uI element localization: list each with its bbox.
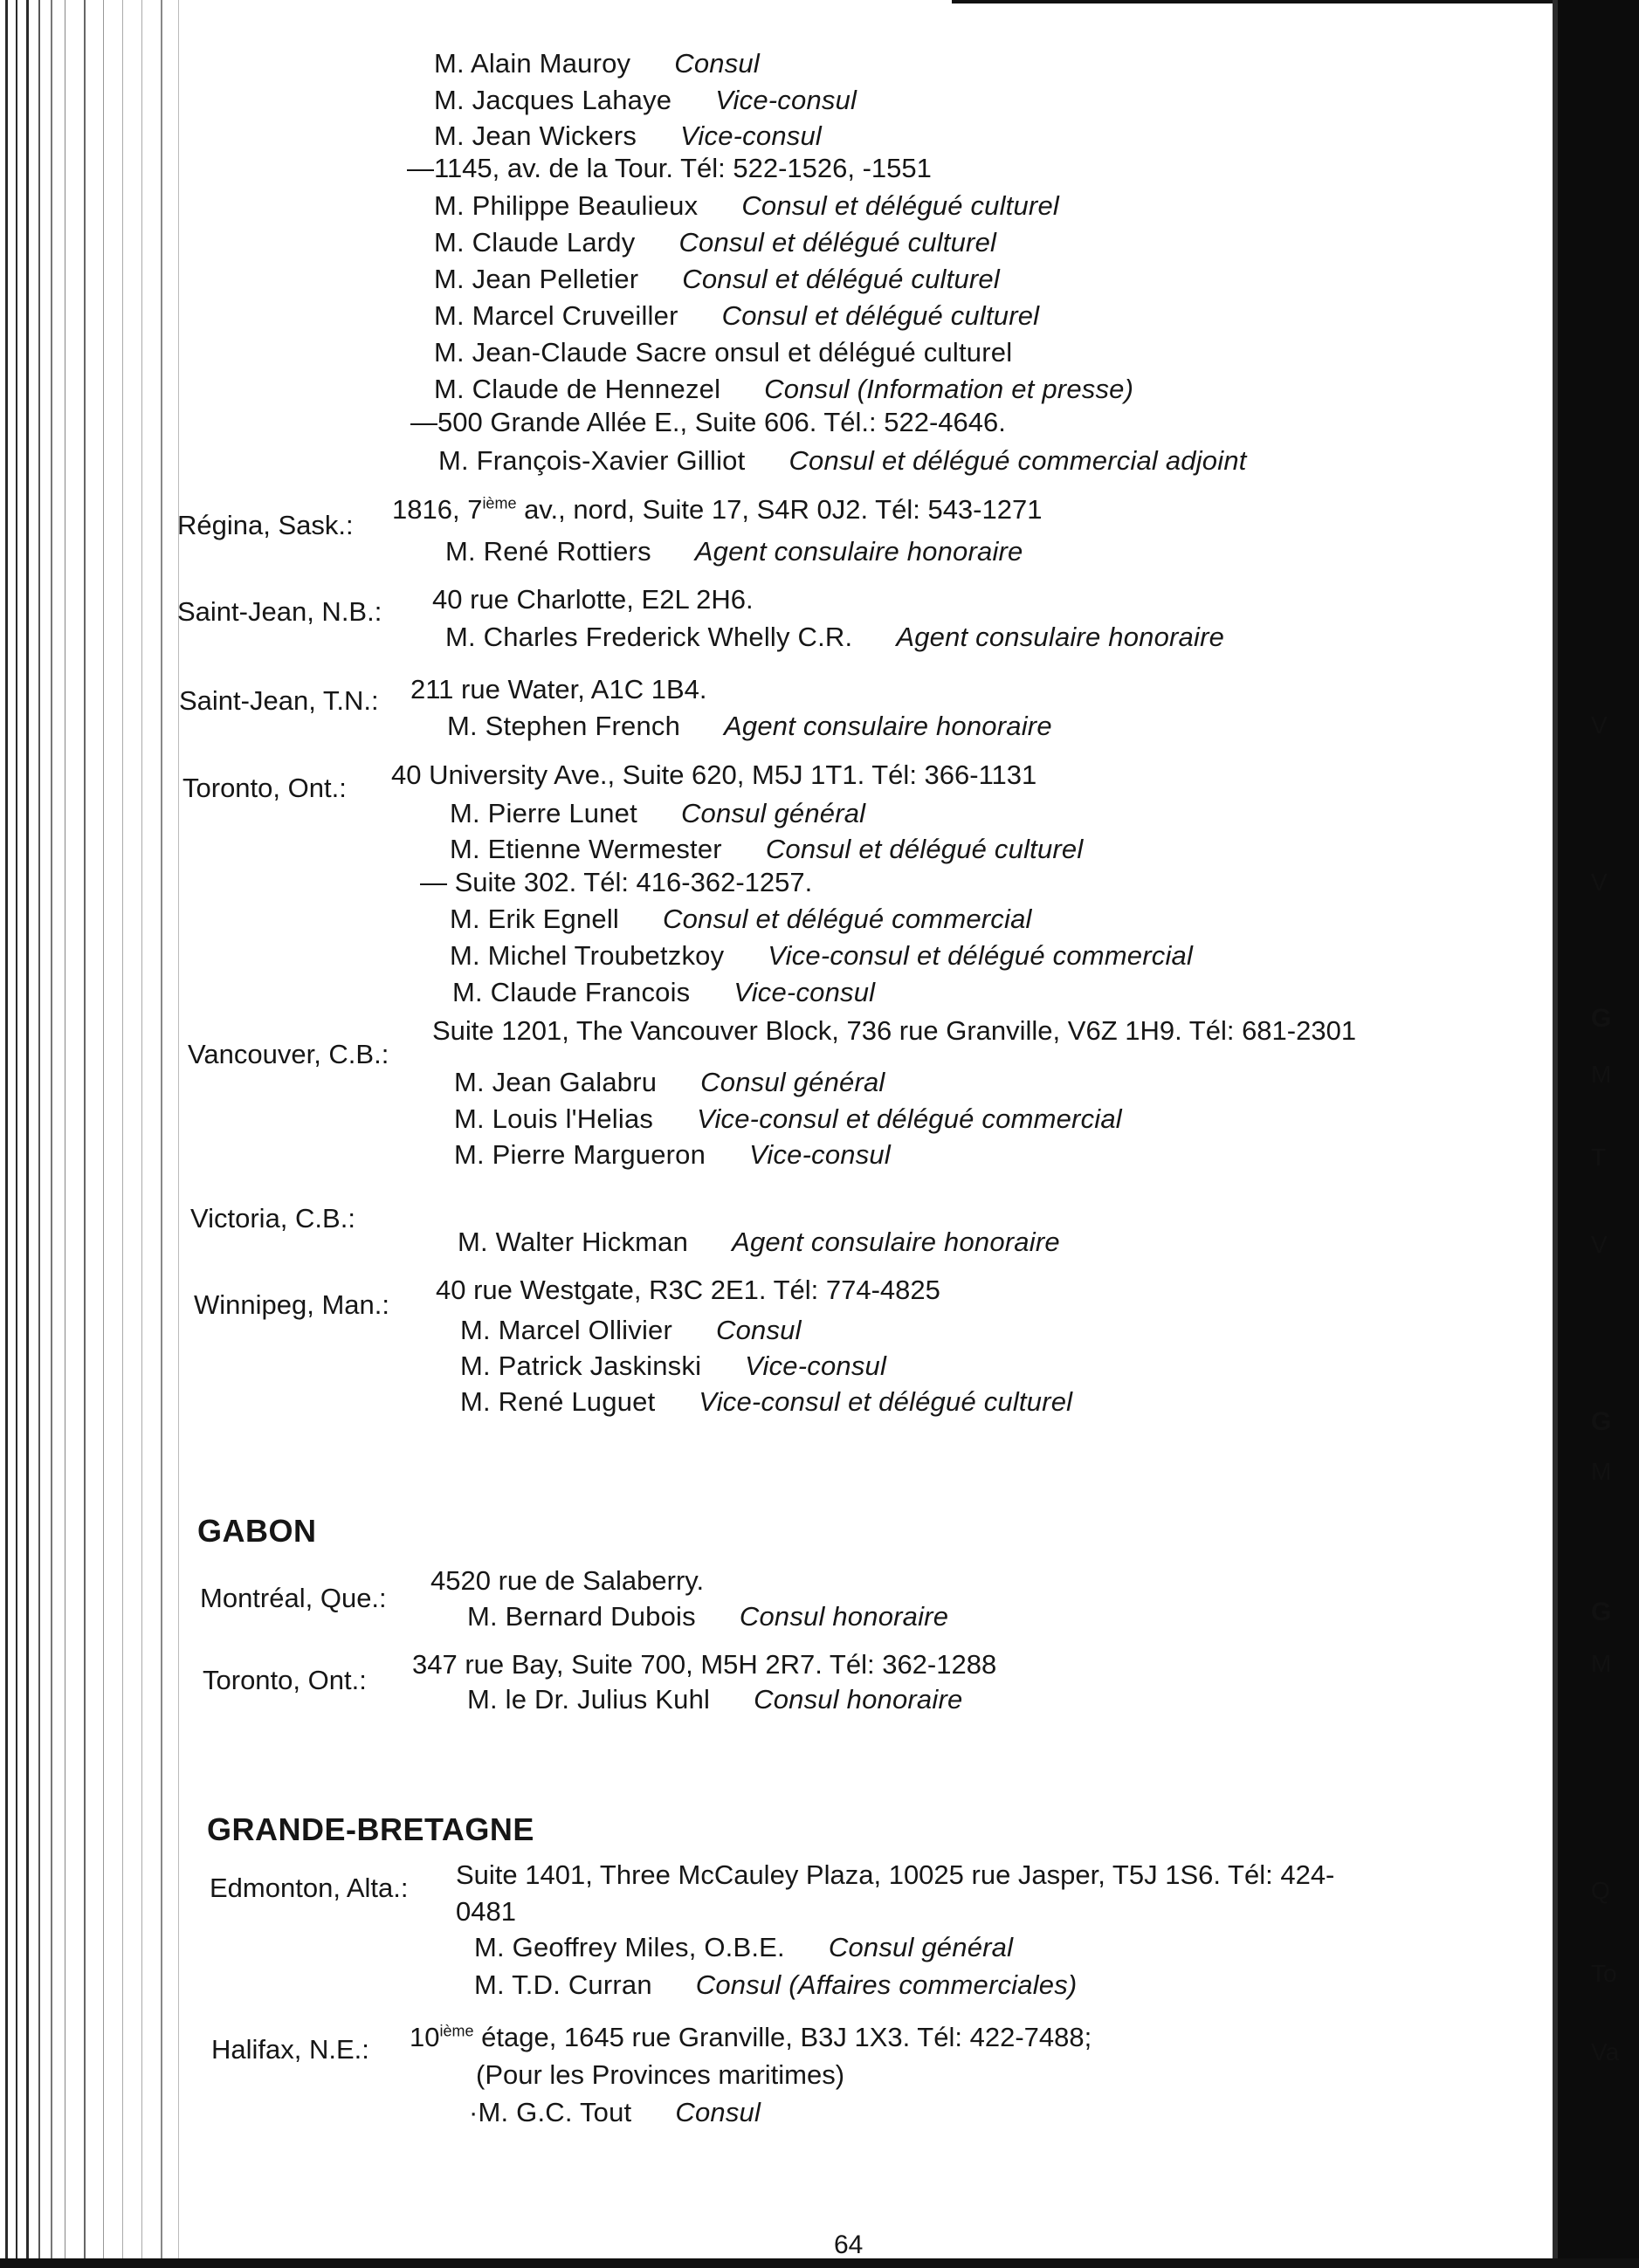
consul-entry — [438, 445, 1247, 477]
consul-entry — [454, 1067, 885, 1098]
city-label: Edmonton, Alta.: — [210, 1873, 409, 1903]
person-title: Consul et délégué commercial — [663, 904, 1032, 934]
adjacent-fragment: V — [1591, 869, 1608, 896]
city-label: Vancouver, C.B.: — [188, 1039, 389, 1069]
city-label: Toronto, Ont.: — [203, 1665, 367, 1695]
person-title: Vice-consul — [749, 1139, 891, 1170]
person-title: Consul général — [700, 1067, 885, 1097]
address-line: 1816, 7ième av., nord, Suite 17, S4R 0J2. Tél: 543-1271 — [392, 494, 1043, 525]
bottom-rule — [0, 2258, 1639, 2268]
person-name: M. Patrick Jaskinski — [460, 1350, 702, 1381]
person-name: M. Marcel Ollivier — [460, 1315, 673, 1345]
consul-entry — [434, 264, 1000, 295]
consul-entry — [450, 940, 1193, 972]
address-line: 211 rue Water, A1C 1B4. — [410, 674, 707, 704]
person-name: M. Erik Egnell — [450, 904, 620, 934]
person-name: M. Claude Francois — [452, 977, 691, 1007]
address-line: Suite 1201, The Vancouver Block, 736 rue Granville, V6Z 1H9. Tél: 681-2301 — [432, 1015, 1357, 1046]
address-line: 40 University Ave., Suite 620, M5J 1T1. Tél: 366-1131 — [391, 759, 1037, 790]
city-label: Winnipeg, Man.: — [194, 1289, 389, 1320]
person-name: M. René Luguet — [460, 1386, 656, 1417]
consul-entry — [454, 1139, 891, 1171]
consul-entry — [450, 834, 1083, 865]
person-name: M. Jean Galabru — [454, 1067, 658, 1097]
person-name: M. Claude Lardy — [434, 227, 636, 258]
adjacent-fragment: G — [1591, 1004, 1612, 1033]
person-name: M. Jean Pelletier — [434, 264, 639, 294]
adjacent-fragment: G — [1591, 1407, 1612, 1436]
person-title: Consul — [716, 1315, 802, 1345]
city-label: Victoria, C.B.: — [190, 1203, 355, 1234]
person-title: Consul honoraire — [739, 1601, 949, 1632]
consul-entry — [434, 374, 1133, 405]
adjacent-fragment: To — [1591, 1960, 1617, 1987]
adjacent-fragment: V — [1591, 711, 1608, 739]
consul-entry — [434, 227, 996, 258]
person-name: M. Marcel Cruveiller — [434, 300, 678, 331]
person-name: M. Michel Troubetzkoy — [450, 940, 725, 971]
person-title: Agent consulaire honoraire — [732, 1227, 1060, 1257]
person-title: Vice-consul et délégué commercial — [697, 1103, 1122, 1134]
person-title: Consul et délégué culturel — [682, 264, 1000, 294]
adjacent-fragment: Va — [1591, 2038, 1620, 2065]
consul-entry — [434, 337, 1012, 368]
page-number: 64 — [834, 2230, 864, 2259]
person-name: M. Pierre Margueron — [454, 1139, 706, 1170]
country-heading: GRANDE-BRETAGNE — [207, 1811, 534, 1847]
consul-entry — [434, 300, 1039, 332]
person-title: Consul — [675, 2097, 761, 2127]
consul-entry — [434, 85, 857, 116]
person-name: M. Jean Wickers — [434, 120, 637, 151]
person-name: M. Bernard Dubois — [467, 1601, 696, 1632]
consul-entry — [474, 1932, 1013, 1963]
consul-entry — [467, 1684, 962, 1715]
consul-entry — [460, 1350, 886, 1382]
country-heading: GABON — [197, 1513, 317, 1549]
address-line: (Pour les Provinces maritimes) — [476, 2059, 845, 2090]
person-name: M. Walter Hickman — [458, 1227, 689, 1257]
address-line: Suite 1401, Three McCauley Plaza, 10025 rue Jasper, T5J 1S6. Tél: 424- — [456, 1859, 1335, 1890]
consul-entry — [467, 1601, 948, 1632]
adjacent-fragment: Q — [1591, 1877, 1610, 1904]
address-line: —1145, av. de la Tour. Tél: 522-1526, -1551 — [407, 153, 932, 183]
consul-entry — [460, 1386, 1072, 1418]
person-name: M. le Dr. Julius Kuhl — [467, 1684, 711, 1715]
person-title: Consul général — [680, 798, 866, 828]
person-title: Consul (Affaires commerciales) — [695, 1969, 1078, 2000]
person-title: Agent consulaire honoraire — [724, 711, 1052, 741]
city-label: Montréal, Que.: — [200, 1583, 387, 1613]
address-line: 40 rue Westgate, R3C 2E1. Tél: 774-4825 — [436, 1275, 940, 1305]
city-label: Saint-Jean, N.B.: — [177, 596, 382, 627]
person-title: Consul et délégué commercial adjoint — [789, 445, 1247, 476]
person-name: ·M. G.C. Tout — [469, 2097, 632, 2127]
binding-edge — [0, 0, 201, 2268]
address-line: —500 Grande Allée E., Suite 606. Tél.: 522-4646. — [410, 407, 1006, 437]
city-label: Toronto, Ont.: — [182, 773, 347, 803]
person-title: Agent consulaire honoraire — [896, 622, 1225, 652]
address-line: 347 rue Bay, Suite 700, M5H 2R7. Tél: 362-1288 — [412, 1649, 997, 1680]
person-title: Vice-consul — [680, 120, 822, 151]
adjacent-fragment: G — [1591, 1598, 1612, 1626]
person-name: M. Charles Frederick Whelly C.R. — [445, 622, 853, 652]
person-title: Vice-consul — [745, 1350, 887, 1381]
consul-entry — [447, 711, 1052, 742]
person-name: M. Jean-Claude Sacre onsul et délégué culturel — [434, 337, 1013, 368]
person-name: M. Geoffrey Miles, O.B.E. — [474, 1932, 785, 1962]
person-name: M. Claude de Hennezel — [434, 374, 721, 404]
person-title: Consul (Information et presse) — [764, 374, 1134, 404]
person-title: Vice-consul et délégué culturel — [699, 1386, 1073, 1417]
adjacent-fragment: M — [1591, 1458, 1612, 1485]
person-title: Consul — [674, 48, 760, 79]
consul-entry — [450, 904, 1032, 935]
person-name: M. Louis l'Helias — [454, 1103, 654, 1134]
person-title: Consul et délégué culturel — [678, 227, 997, 258]
person-name: M. Stephen French — [447, 711, 681, 741]
person-name: M. Pierre Lunet — [450, 798, 637, 828]
consul-entry — [452, 977, 875, 1008]
adjacent-fragment: T — [1591, 1144, 1607, 1171]
person-title: Vice-consul — [715, 85, 857, 115]
person-name: M. Alain Mauroy — [434, 48, 631, 79]
person-name: M. Etienne Wermester — [450, 834, 722, 864]
consul-entry — [445, 622, 1224, 653]
person-title: Vice-consul — [733, 977, 876, 1007]
consul-entry — [434, 120, 822, 152]
person-name: M. Jacques Lahaye — [434, 85, 672, 115]
person-title: Consul et délégué culturel — [741, 190, 1059, 221]
address-line: 10ième étage, 1645 rue Granville, B3J 1X3. Tél: 422-7488; — [410, 2022, 1092, 2052]
consul-entry — [445, 536, 1023, 567]
consul-entry — [434, 48, 760, 79]
consul-entry — [460, 1315, 802, 1346]
person-name: M. René Rottiers — [445, 536, 651, 567]
address-line: 4520 rue de Salaberry. — [430, 1565, 705, 1596]
city-label: Saint-Jean, T.N.: — [179, 685, 379, 716]
person-name: M. François-Xavier Gilliot — [438, 445, 746, 476]
person-title: Consul et délégué culturel — [765, 834, 1084, 864]
person-title: Consul honoraire — [754, 1684, 963, 1715]
person-name: M. Philippe Beaulieux — [434, 190, 699, 221]
adjacent-fragment: M — [1591, 1650, 1612, 1677]
adjacent-fragment: V — [1591, 1231, 1608, 1258]
top-rule — [952, 0, 1554, 3]
consul-entry — [450, 798, 865, 829]
consul-entry — [474, 1969, 1077, 2001]
consul-entry — [434, 190, 1059, 222]
person-name: M. T.D. Curran — [474, 1969, 652, 2000]
city-label: Régina, Sask.: — [177, 510, 354, 540]
address-line: 0481 — [456, 1896, 516, 1927]
person-title: Consul et délégué culturel — [721, 300, 1040, 331]
consul-entry — [454, 1103, 1122, 1135]
address-line: — Suite 302. Tél: 416-362-1257. — [420, 867, 813, 897]
consul-entry — [469, 2097, 761, 2128]
person-title: Consul général — [828, 1932, 1014, 1962]
person-title: Agent consulaire honoraire — [694, 536, 1023, 567]
adjacent-fragment: M — [1591, 1061, 1612, 1088]
address-line: 40 rue Charlotte, E2L 2H6. — [432, 584, 754, 615]
consul-entry — [458, 1227, 1060, 1258]
city-label: Halifax, N.E.: — [211, 2034, 369, 2065]
adjacent-page-band — [1553, 0, 1639, 2268]
person-title: Vice-consul et délégué commercial — [768, 940, 1194, 971]
